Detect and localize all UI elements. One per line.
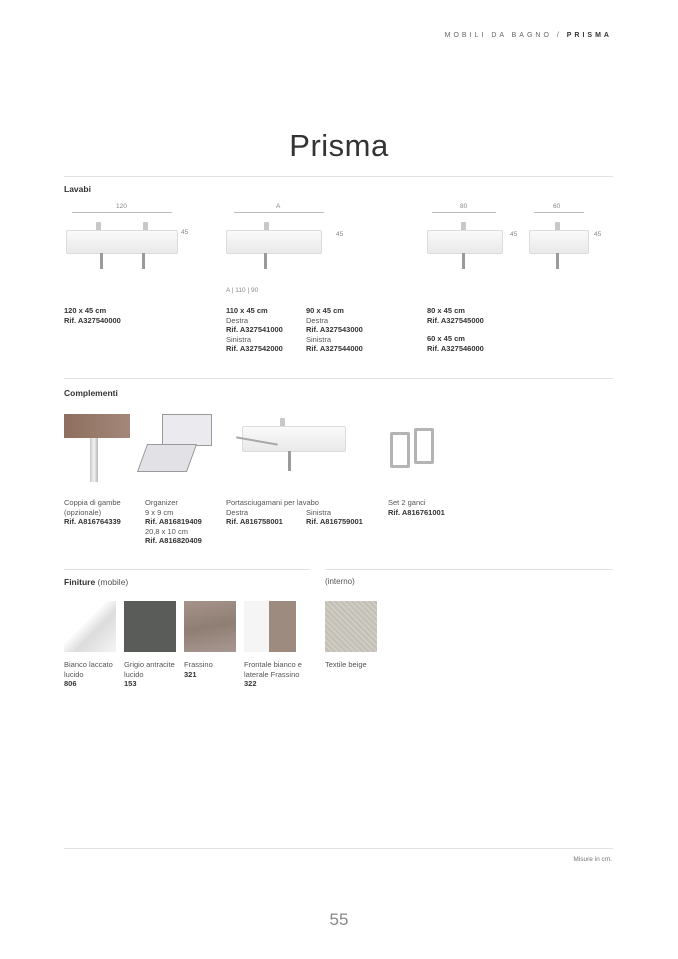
finish-153-info bbox=[124, 660, 175, 689]
dim-line bbox=[534, 212, 584, 213]
running-header bbox=[445, 32, 612, 39]
name: laterale Frassino bbox=[244, 669, 300, 679]
divider bbox=[64, 569, 310, 570]
section-complementi-heading: Complementi bbox=[64, 388, 118, 398]
a-legend-110: 110 bbox=[235, 287, 246, 294]
name: Coppia di gambe bbox=[64, 498, 121, 507]
basin bbox=[226, 230, 322, 254]
ref: Rif. A816819409 bbox=[145, 517, 202, 526]
basin bbox=[242, 426, 346, 452]
dim-120: 120 bbox=[116, 203, 127, 210]
side-right: Destra bbox=[226, 315, 249, 325]
organizer-small bbox=[137, 444, 197, 472]
side-left: Sinistra bbox=[306, 334, 332, 344]
divider bbox=[64, 378, 613, 379]
ref: Rif. A327540000 bbox=[64, 315, 121, 325]
towel-left-info bbox=[306, 508, 363, 527]
finish-textile-info bbox=[325, 660, 367, 670]
washbasin-a-image bbox=[226, 222, 322, 270]
swatch-grigio-antracite bbox=[124, 601, 176, 652]
name: lucido bbox=[124, 669, 144, 679]
size: 90 x 45 cm bbox=[306, 306, 344, 315]
header-separator: / bbox=[556, 32, 562, 39]
header-current: PRISMA bbox=[566, 32, 612, 39]
basin-leg bbox=[100, 253, 103, 269]
dim-line bbox=[234, 212, 324, 213]
swatch-bianco-laccato bbox=[64, 601, 116, 652]
legs-info bbox=[64, 498, 121, 527]
side-left: Sinistra bbox=[306, 507, 332, 517]
hook bbox=[390, 432, 410, 468]
washbasin-80-image bbox=[427, 222, 503, 270]
size: 80 x 45 cm bbox=[427, 306, 465, 315]
size: 20,8 x 10 cm bbox=[145, 526, 188, 536]
name: Organizer bbox=[145, 498, 178, 507]
side-right: Destra bbox=[306, 315, 329, 325]
basin bbox=[529, 230, 589, 254]
finish-322-info bbox=[244, 660, 302, 689]
dim-depth: 45 bbox=[336, 231, 344, 238]
name: lucido bbox=[64, 669, 84, 679]
code: 806 bbox=[64, 679, 77, 688]
cabinet-wood bbox=[64, 414, 130, 438]
lavabo-90-info bbox=[306, 306, 363, 354]
basin-leg bbox=[264, 253, 267, 269]
organizer-large bbox=[162, 414, 212, 446]
name: Bianco laccato bbox=[64, 660, 113, 669]
ref: Rif. A816758001 bbox=[226, 517, 283, 526]
hook bbox=[414, 428, 434, 464]
dim-line bbox=[432, 212, 496, 213]
dim-depth: 45 bbox=[594, 231, 602, 238]
divider bbox=[64, 848, 613, 849]
swatch-bianco-frassino bbox=[244, 601, 296, 652]
name: Textile beige bbox=[325, 660, 367, 669]
interno-heading: (interno) bbox=[325, 577, 355, 586]
header-section: MOBILI DA BAGNO bbox=[444, 32, 552, 39]
name: Grigio antracite bbox=[124, 660, 175, 669]
ref: Rif. A816761001 bbox=[388, 507, 445, 517]
finish-321-info bbox=[184, 660, 213, 679]
a-legend-label: A bbox=[226, 287, 230, 294]
dim-80: 80 bbox=[460, 203, 468, 210]
divider bbox=[64, 176, 613, 177]
ref: Rif. A816764339 bbox=[64, 517, 121, 526]
ref: Rif. A816759001 bbox=[306, 517, 363, 526]
swatch-textile-beige bbox=[325, 601, 377, 652]
lavabo-110-info bbox=[226, 306, 283, 354]
washbasin-60-image bbox=[529, 222, 589, 270]
size: 120 x 45 cm bbox=[64, 306, 107, 315]
a-legend: A | 110 | 90 bbox=[226, 287, 259, 294]
finiture-sub: (mobile) bbox=[97, 577, 129, 587]
leg bbox=[90, 438, 98, 482]
ref: Rif. A327546000 bbox=[427, 343, 484, 353]
code: 321 bbox=[184, 669, 197, 679]
side-right: Destra bbox=[226, 507, 249, 517]
ref: Rif. A327541000 bbox=[226, 325, 283, 334]
page-title: Prisma bbox=[289, 128, 389, 163]
note: (opzionale) bbox=[64, 507, 102, 517]
size: 9 x 9 cm bbox=[145, 507, 174, 517]
name: Frontale bianco e bbox=[244, 660, 302, 669]
size: 110 x 45 cm bbox=[226, 306, 268, 315]
finiture-title: Finiture bbox=[64, 577, 96, 587]
name: Frassino bbox=[184, 660, 213, 669]
section-finiture-heading bbox=[64, 577, 128, 587]
organizer-image bbox=[138, 414, 214, 480]
side-left: Sinistra bbox=[226, 334, 252, 344]
lavabo-80-info bbox=[427, 306, 484, 325]
swatch-frassino bbox=[184, 601, 236, 652]
ref: Rif. A816820409 bbox=[145, 536, 202, 545]
basin-leg bbox=[288, 451, 291, 471]
washbasin-120-image bbox=[66, 222, 178, 270]
code: 153 bbox=[124, 679, 137, 688]
dim-60: 60 bbox=[553, 203, 561, 210]
dim-depth: 45 bbox=[510, 231, 518, 238]
hooks-info bbox=[388, 498, 445, 517]
legs-image bbox=[64, 414, 130, 482]
basin-leg bbox=[556, 253, 559, 269]
ref: Rif. A327544000 bbox=[306, 344, 363, 353]
organizer-info bbox=[145, 498, 202, 546]
basin-leg bbox=[142, 253, 145, 269]
a-legend-90: 90 bbox=[250, 287, 259, 294]
divider bbox=[325, 569, 613, 570]
dim-a: A bbox=[276, 203, 281, 210]
page-number: 55 bbox=[329, 910, 349, 929]
ref: Rif. A327542000 bbox=[226, 344, 283, 353]
finish-806-info bbox=[64, 660, 113, 689]
basin bbox=[427, 230, 503, 254]
measure-note: Misure in cm. bbox=[573, 856, 612, 863]
basin-leg bbox=[462, 253, 465, 269]
lavabo-60-info bbox=[427, 334, 484, 353]
name: Set 2 ganci bbox=[388, 498, 426, 507]
dim-line bbox=[72, 212, 172, 213]
basin bbox=[66, 230, 178, 254]
towel-rail-image bbox=[228, 414, 346, 474]
code: 322 bbox=[244, 679, 257, 688]
section-lavabi-heading: Lavabi bbox=[64, 184, 91, 194]
dim-depth: 45 bbox=[181, 229, 189, 236]
size: 60 x 45 cm bbox=[427, 334, 465, 343]
lavabo-120-info bbox=[64, 306, 121, 325]
name: Portasciugamani per lavabo bbox=[226, 498, 319, 507]
ref: Rif. A327545000 bbox=[427, 315, 484, 325]
hooks-image bbox=[388, 428, 436, 468]
ref: Rif. A327543000 bbox=[306, 325, 363, 334]
